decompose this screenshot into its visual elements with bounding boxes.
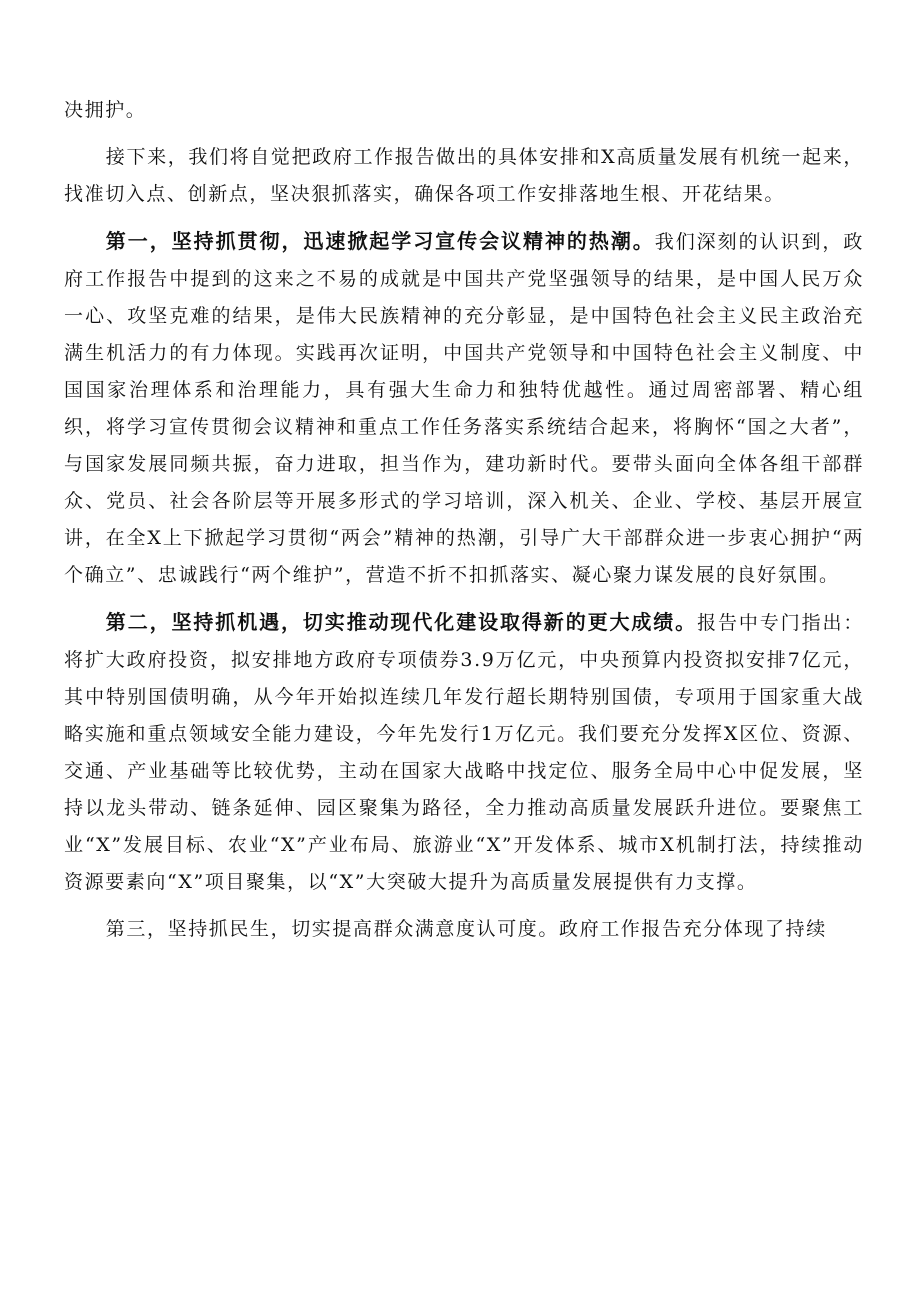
paragraph-4 <box>64 604 864 901</box>
paragraph-4-heading: 第二，坚持抓机遇，切实推动现代化建设取得新的更大成绩。 <box>105 610 698 634</box>
paragraph-5 <box>64 911 864 948</box>
paragraph-4-text: 报告中专门指出：将扩大政府投资，拟安排地方政府专项债券3.9万亿元，中央预算内投资拟安排7亿元，其中特别国债明确，从今年开始拟连续几年发行超长期特别国债，专项用于国家重大战略实施和重点领域安全能力建设，今年先发行1万亿元。我们要充分发挥X区位、资源、交通、产业基础等比较优势，主动在国家大战略中找定位、服务全局中心中促发展，坚持以龙头带动、链条延伸、园区聚集为路径，全力推动高质量发展跃升进位。要聚焦工业“X”发展目标、农业“X”产业布局、旅游业“X”开发体系、城市X机制打法，持续推动资源要素向“X”项目聚集，以“X”大突破大提升为高质量发展提供有力支撑。 <box>64 612 864 893</box>
paragraph-5-text: 第三，坚持抓民生，切实提高群众满意度认可度。政府工作报告充分体现了持续 <box>105 918 827 940</box>
paragraph-2 <box>64 139 864 213</box>
paragraph-3-heading: 第一，坚持抓贯彻，迅速掀起学习宣传会议精神的热潮。 <box>105 229 655 253</box>
paragraph-1 <box>64 92 864 129</box>
paragraph-3 <box>64 223 864 594</box>
paragraph-3-text: 我们深刻的认识到，政府工作报告中提到的这来之不易的成就是中国共产党坚强领导的结果，是中国人民万众一心、攻坚克难的结果，是伟大民族精神的充分彰显，是中国特色社会主义民主政治充满生机活力的有力体现。实践再次证明，中国共产党领导和中国特色社会主义制度、中国国家治理体系和治理能力，具有强大生命力和独特优越性。通过周密部署、精心组织，将学习宣传贯彻会议精神和重点工作任务落实系统结合起来，将胸怀“国之大者”，与国家发展同频共振，奋力进取，担当作为，建功新时代。要带头面向全体各组干部群众、党员、社会各阶层等开展多形式的学习培训，深入机关、企业、学校、基层开展宣讲，在全X上下掀起学习贯彻“两会”精神的热潮，引导广大干部群众进一步衷心拥护“两个确立”、忠诚践行“两个维护”，营造不折不扣抓落实、凝心聚力谋发展的良好氛围。 <box>64 231 864 586</box>
paragraph-1-text: 决拥护。 <box>64 99 147 121</box>
paragraph-2-text: 接下来，我们将自觉把政府工作报告做出的具体安排和X高质量发展有机统一起来，找准切入点、创新点，坚决狠抓落实，确保各项工作安排落地生根、开花结果。 <box>64 146 864 205</box>
